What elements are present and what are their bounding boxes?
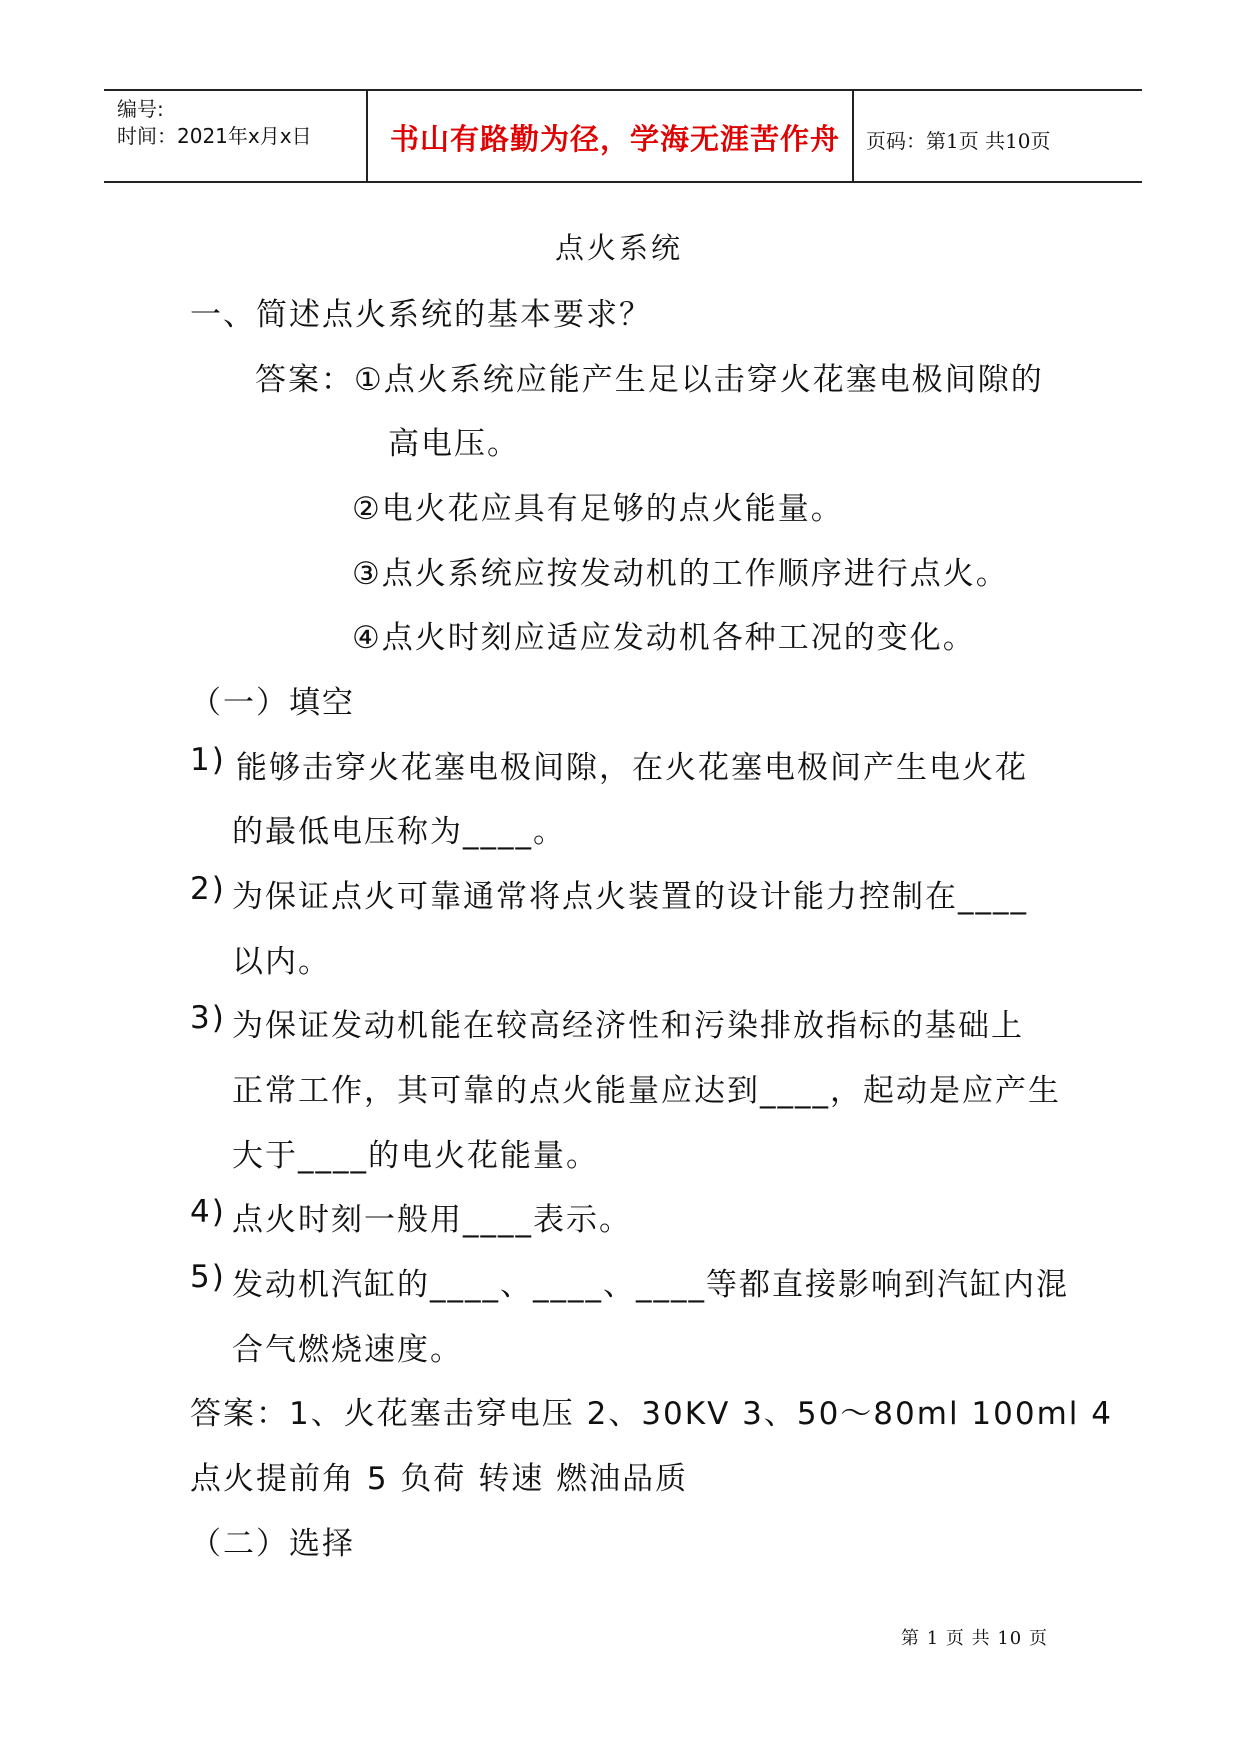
- fill-item-1-number: 1): [190, 742, 226, 778]
- fill-item-2-line-2: 以内。: [232, 944, 331, 980]
- question-1: 一、简述点火系统的基本要求？: [190, 297, 652, 333]
- footer-page-number: 第 1 页 共 10 页: [901, 1628, 1048, 1649]
- fill-item-3-line-2: 正常工作，其可靠的点火能量应达到____，起动是应产生: [232, 1073, 1061, 1109]
- fill-item-5-number: 5): [190, 1259, 226, 1295]
- fill-item-3-line-1: 为保证发动机能在较高经济性和污染排放指标的基础上: [232, 1008, 1024, 1044]
- fill-item-2-line-1: 为保证点火可靠通常将点火装置的设计能力控制在____: [232, 879, 1028, 915]
- header-divider-right: [852, 89, 854, 183]
- serial-label: 编号:: [117, 97, 164, 121]
- answer-item-3: ③点火系统应按发动机的工作顺序进行点火。: [352, 556, 1009, 592]
- fill-item-2-number: 2): [190, 871, 226, 907]
- section-choice-heading: （二）选择: [190, 1526, 355, 1562]
- header-divider-left: [366, 89, 368, 183]
- fill-answer-line-2: 点火提前角 5 负荷 转速 燃油品质: [190, 1461, 689, 1497]
- fill-item-1-line-2: 的最低电压称为____。: [232, 814, 566, 850]
- fill-item-4-number: 4): [190, 1194, 226, 1230]
- header-bottom-rule: [104, 181, 1142, 183]
- answer-item-4: ④点火时刻应适应发动机各种工况的变化。: [352, 620, 976, 656]
- fill-item-3-number: 3): [190, 1000, 226, 1036]
- header-top-rule: [104, 89, 1142, 91]
- answer-line-1-cont: 高电压。: [388, 426, 520, 462]
- fill-item-5-line-2: 合气燃烧速度。: [232, 1332, 463, 1368]
- fill-answer-line-1: 答案：1、火花塞击穿电压 2、30KV 3、50～80ml 100ml 4: [190, 1396, 1113, 1432]
- answer-line-1: 答案：①点火系统应能产生足以击穿火花塞电极间隙的: [255, 362, 1044, 398]
- answer-item-2: ②电火花应具有足够的点火能量。: [352, 491, 844, 527]
- fill-item-3-line-3: 大于____的电火花能量。: [232, 1138, 599, 1174]
- doc-title: 点火系统: [555, 231, 684, 265]
- section-fill-heading: （一）填空: [190, 685, 355, 721]
- header-motto: 书山有路勤为径，学海无涯苦作舟: [390, 122, 841, 156]
- fill-item-1-line-1: 能够击穿火花塞电极间隙，在火花塞电极间产生电火花: [236, 750, 1028, 786]
- time-label: 时间：2021年x月x日: [117, 124, 312, 148]
- header-page-indicator: 页码：第1页 共10页: [866, 129, 1051, 153]
- fill-item-5-line-1: 发动机汽缸的____、____、____等都直接影响到汽缸内混: [232, 1267, 1069, 1303]
- fill-item-4-line-1: 点火时刻一般用____表示。: [232, 1202, 632, 1238]
